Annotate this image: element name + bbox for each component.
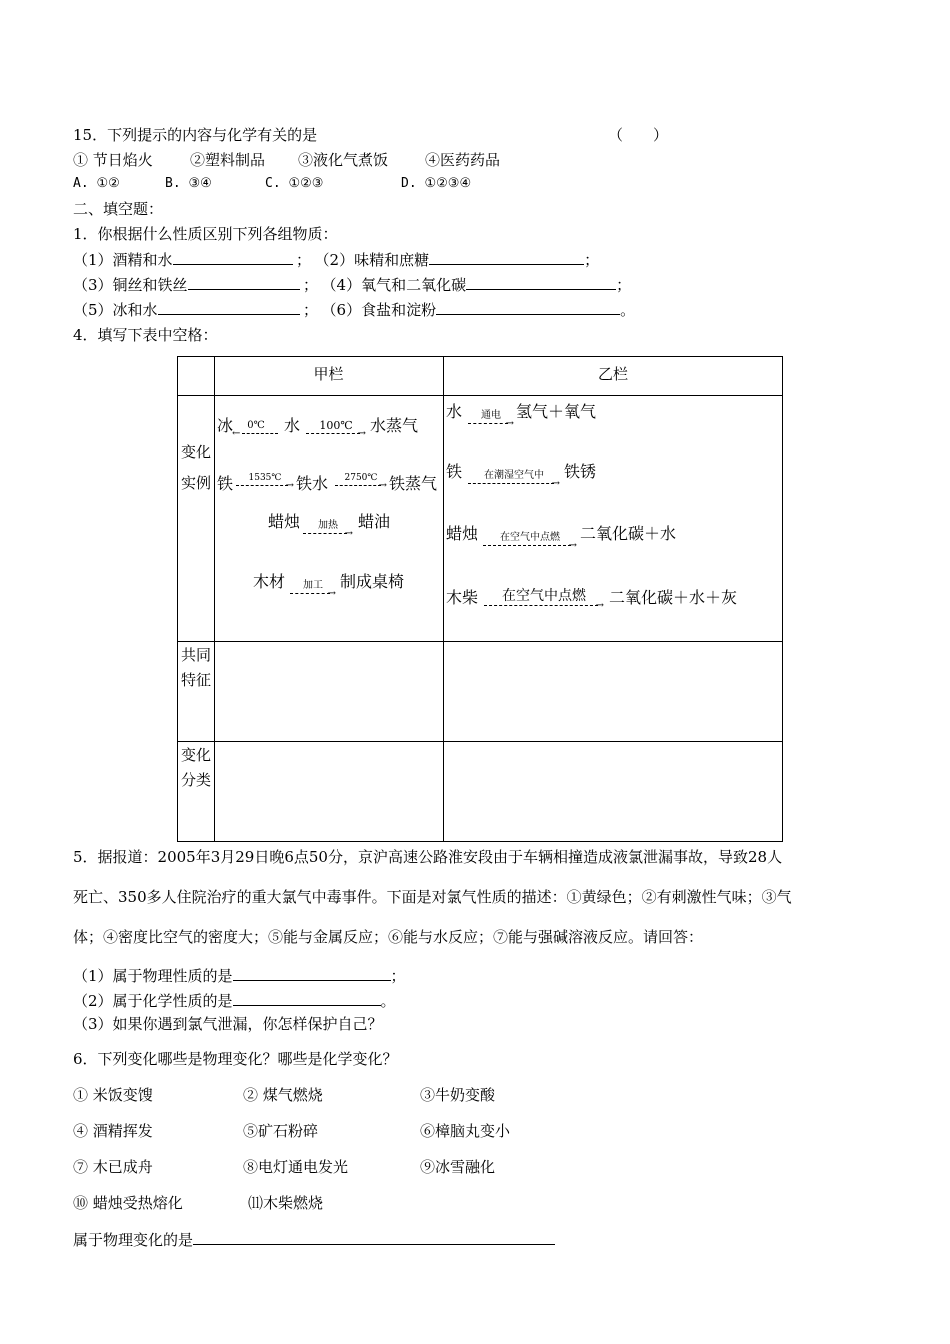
q5-sub2 xyxy=(73,991,396,1010)
arrow-right-icon: → xyxy=(505,418,514,429)
arrow-right-icon: → xyxy=(551,478,560,489)
row-label-features: 共同特征 xyxy=(180,646,211,689)
answer-blank[interactable] xyxy=(193,1230,555,1245)
yi-products-3: 二氧化碳＋水 xyxy=(580,524,677,543)
q4-table xyxy=(177,356,783,842)
q15-stem: 15．下列提示的内容与化学有关的是 xyxy=(73,126,318,144)
q6-answer-label: 属于物理变化的是 xyxy=(73,1231,194,1249)
header-yi: 乙栏 xyxy=(597,365,628,383)
jia-iron-steam: 铁蒸气 xyxy=(389,474,438,493)
q15-option-d: D. ①②③④ xyxy=(401,176,472,191)
arrow-condition: 在潮湿空气中 xyxy=(484,470,544,481)
yi-water: 水 xyxy=(446,402,463,421)
jia-steam: 水蒸气 xyxy=(370,416,419,435)
answer-blank[interactable] xyxy=(466,275,616,290)
answer-cell-jia-features[interactable] xyxy=(215,642,442,740)
q15-answer-bracket: （ ） xyxy=(608,126,669,144)
arrow xyxy=(484,588,604,611)
punct: ； xyxy=(303,276,319,294)
q1-item: （3）铜丝和铁丝 xyxy=(73,276,188,294)
arrow-condition: 100℃ xyxy=(319,419,353,432)
q5-sub-label: （2）属于化学性质的是 xyxy=(73,992,233,1010)
arrow-condition: 2750℃ xyxy=(344,473,378,483)
q6-answer xyxy=(73,1230,555,1249)
q6-item: ① 米饭变馊 xyxy=(73,1086,153,1104)
q6-item: ③牛奶变酸 xyxy=(420,1086,496,1104)
jia-candle: 蜡烛 xyxy=(268,512,301,531)
jia-wood: 木材 xyxy=(253,572,286,591)
arrow xyxy=(303,521,353,537)
q5-sub1 xyxy=(73,966,406,985)
answer-cell-yi-classification[interactable] xyxy=(444,742,782,840)
arrow-condition: 0℃ xyxy=(247,420,265,431)
row-label-examples: 变化实例 xyxy=(180,443,211,492)
arrow-right-icon: → xyxy=(344,528,353,539)
arrow-condition: 1535℃ xyxy=(248,473,282,483)
answer-cell-jia-classification[interactable] xyxy=(215,742,442,840)
q6-item: ⑨冰雪融化 xyxy=(420,1158,496,1176)
row-label-classification: 变化分类 xyxy=(180,746,211,789)
punct: ； xyxy=(296,251,312,269)
arrow xyxy=(306,421,366,437)
q1-item: （6）食盐和淀粉 xyxy=(321,301,437,319)
q1-stem: 1．你根据什么性质区别下列各组物质： xyxy=(73,225,338,243)
q6-item: ⑤矿石粉碎 xyxy=(243,1122,319,1140)
arrow-right-icon: → xyxy=(378,480,387,491)
answer-blank[interactable] xyxy=(173,250,293,265)
q6-item: ④ 酒精挥发 xyxy=(73,1122,153,1140)
yi-products-1: 氢气＋氧气 xyxy=(516,402,597,421)
arrow-condition: 加热 xyxy=(318,520,338,531)
arrow xyxy=(483,533,577,549)
q15-item: ① 节日焰火 xyxy=(73,151,153,169)
table-divider xyxy=(178,395,782,396)
arrow-right-icon: → xyxy=(327,588,336,599)
answer-blank[interactable] xyxy=(429,250,584,265)
q6-row xyxy=(73,1122,510,1140)
jia-iron-water: 铁水 xyxy=(296,474,329,493)
yi-products-4: 二氧化碳＋水＋灰 xyxy=(609,588,738,607)
q6-item: ⑥樟脑丸变小 xyxy=(420,1122,511,1140)
yi-iron: 铁 xyxy=(446,462,463,481)
jia-water: 水 xyxy=(284,416,301,435)
q6-item: ② 煤气燃烧 xyxy=(243,1086,323,1104)
q4-stem: 4．填写下表中空格： xyxy=(73,326,218,344)
q6-item: ⑾木柴燃烧 xyxy=(248,1194,324,1212)
q15-option-c: C. ①②③ xyxy=(265,176,324,191)
q6-row xyxy=(73,1158,495,1176)
jia-ice: 冰 xyxy=(217,416,234,435)
q1-row xyxy=(73,250,599,269)
jia-candle-oil: 蜡油 xyxy=(358,512,391,531)
answer-blank[interactable] xyxy=(188,275,300,290)
yi-rust: 铁锈 xyxy=(564,462,597,481)
jia-iron: 铁 xyxy=(217,474,234,493)
arrow xyxy=(290,581,336,597)
q15-item: ②塑料制品 xyxy=(190,151,266,169)
arrow-condition: 通电 xyxy=(481,410,501,421)
arrow-condition: 在空气中点燃 xyxy=(500,532,560,543)
q15-items xyxy=(73,151,500,169)
q6-item: ⑩ 蜡烛受热熔化 xyxy=(73,1194,183,1212)
q1-item: （1）酒精和水 xyxy=(73,251,173,269)
q5-paragraph-line: 5．据报道：2005年3月29日晚6点50分，京沪高速公路淮安段由于车辆相撞造成液氯泄漏事故，导致28人 xyxy=(73,848,783,866)
section-title: 二、填空题： xyxy=(73,200,164,218)
arrow-right-icon: → xyxy=(285,480,294,491)
punct: 。 xyxy=(380,992,396,1010)
q15-option-b: B. ③④ xyxy=(165,176,212,191)
q5-paragraph-line: 死亡、350多人住院治疗的重大氯气中毒事件。下面是对氯气性质的描述：①黄绿色；②有刺激性气味；③气 xyxy=(73,888,792,906)
q5-sub3: （3）如果你遇到氯气泄漏，你怎样保护自己？ xyxy=(73,1015,383,1033)
arrow-condition: 加工 xyxy=(303,580,323,591)
punct: ； xyxy=(303,301,319,319)
q15-options xyxy=(73,175,471,193)
q6-row xyxy=(73,1194,425,1212)
q6-stem: 6．下列变化哪些是物理变化？哪些是化学变化？ xyxy=(73,1050,398,1068)
arrow xyxy=(468,411,514,427)
arrow-right-icon: → xyxy=(595,600,604,611)
q15-option-a: A. ①② xyxy=(73,176,120,191)
q6-row xyxy=(73,1086,495,1104)
header-jia: 甲栏 xyxy=(313,365,344,383)
q1-item: （5）冰和水 xyxy=(73,301,158,319)
arrow xyxy=(335,473,387,489)
punct: ； xyxy=(584,251,600,269)
punct: 。 xyxy=(620,301,636,319)
arrow-condition: 在空气中点燃 xyxy=(502,588,586,604)
q5-sub-label: （1）属于物理性质的是 xyxy=(73,967,233,985)
q15-item: ④医药药品 xyxy=(425,151,501,169)
arrow xyxy=(236,473,294,489)
answer-blank[interactable] xyxy=(158,300,300,315)
arrow-right-icon: → xyxy=(568,540,577,551)
q15-item: ③液化气煮饭 xyxy=(298,151,389,169)
punct: ； xyxy=(616,276,632,294)
q6-item: ⑦ 木已成舟 xyxy=(73,1158,153,1176)
punct: ； xyxy=(390,967,406,985)
q5-paragraph-line: 体；④密度比空气的密度大；⑤能与金属反应；⑥能与水反应；⑦能与强碱溶液反应。请回答： xyxy=(73,928,704,946)
yi-candle: 蜡烛 xyxy=(446,524,479,543)
answer-cell-yi-features[interactable] xyxy=(444,642,782,740)
arrow-left-icon: ← xyxy=(232,428,241,439)
arrow xyxy=(468,471,560,487)
q1-row xyxy=(73,275,631,294)
q6-item: ⑧电灯通电发光 xyxy=(243,1158,349,1176)
q1-row xyxy=(73,300,635,319)
q1-item: （4）氧气和二氧化碳 xyxy=(321,276,467,294)
q1-item: （2）味精和庶糖 xyxy=(314,251,430,269)
answer-blank[interactable] xyxy=(233,966,391,981)
bidirectional-arrow xyxy=(234,421,278,437)
answer-blank[interactable] xyxy=(233,991,381,1006)
jia-chairs: 制成桌椅 xyxy=(340,572,405,591)
answer-blank[interactable] xyxy=(436,300,620,315)
arrow-right-icon: → xyxy=(357,428,366,439)
yi-firewood: 木柴 xyxy=(446,588,479,607)
